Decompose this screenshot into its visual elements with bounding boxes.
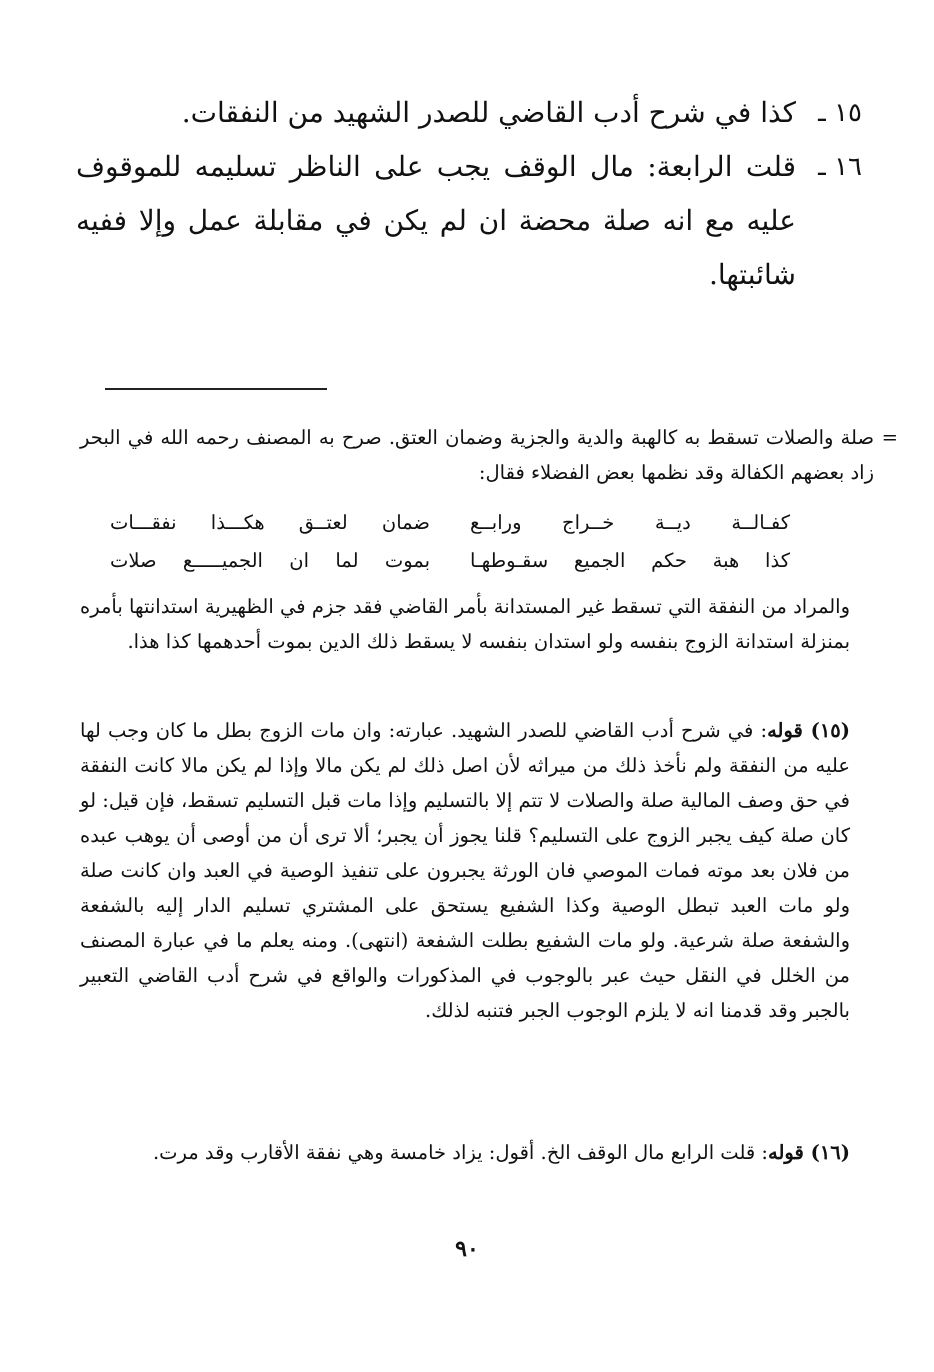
footnote-text: صلة والصلات تسقط به كالهبة والدية والجزية وضمان العتق. صرح به المصنف رحمه الله في البحر زاد بعضهم الكفالة وقد نظمها بعض الفضلاء فقال:: [80, 426, 874, 484]
poem-hemistich-right: كذا هبة حكم الجميع سقـوطهـا: [470, 549, 790, 572]
item-text: كذا في شرح أدب القاضي للصدر الشهيد من النفقات.: [181, 96, 796, 129]
poem-line: [110, 543, 790, 581]
item-number: ١٥ ـ: [818, 98, 862, 128]
poem-verses: [110, 505, 790, 581]
footnote-label: (١٥) قوله: [767, 719, 850, 742]
page-number: ٩٠: [455, 1236, 479, 1262]
poem-line: [110, 505, 790, 543]
poem-hemistich-right: كفـالــة ديــة خــراج ورابــع: [470, 511, 790, 534]
footnote-text: : قلت الرابع مال الوقف الخ. أقول: يزاد خامسة وهي نفقة الأقارب وقد مرت.: [152, 1141, 768, 1164]
poem-hemistich-left: بموت لما ان الجميـــــع صلات: [110, 549, 430, 572]
main-item-16: [76, 140, 862, 302]
poem-hemistich-left: ضمان لعتــق هكـــذا نفقـــات: [110, 511, 430, 534]
footnote-label: (١٦) قوله: [768, 1141, 850, 1164]
footnote-continuation: [80, 420, 898, 490]
item-number: ١٦ ـ: [818, 152, 862, 182]
footnote-text: : في شرح أدب القاضي للصدر الشهيد. عبارته: وان مات الزوج بطل ما كان وجب لها عليه من النفقة ولم نأخذ ذلك من ميراثه لأن اصل ذلك لم يكن مالا وإذا لم يكن مالا كانت النفقة في حق وصف المالية صلة والصلات لا تتم إلا بالتسليم وإذا مات قبل التسليم تسقط، فإن قيل: لو كان صلة كيف يجبر الزوج على التسليم؟ قلنا يجوز أن يجبر؛ ألا ترى أن من أوصى أن يوهب عبده من فلان بعد موته فمات الموصي فان الورثة يجبرون على تنفيذ الوصية في العبد وان كانت صلة ولو مات العبد تبطل الوصية وكذا الشفيع يستحق على المشتري تسليم الدار إليه بالشفعة والشفعة صلة شرعية. ولو مات الشفيع بطلت الشفعة (انتهى). ومنه يعلم ما في عبارة المصنف من الخلل في النقل حيث عبر بالوجوب في المذكورات والواقع في شرح أدب القاضي التعبير بالجبر وقد قدمنا انه لا يلزم الوجوب الجبر فتنبه لذلك.: [80, 719, 850, 1022]
main-item-15: [76, 86, 862, 140]
footnote-text: والمراد من النفقة التي تسقط غير المستدانة بأمر القاضي فقد جزم في الظهيرية استدانتها بأمره بمنزلة استدانة الزوج بنفسه ولو استدان بنفسه لا يسقط ذلك الدين بموت أحدهمها كذا هذا.: [80, 595, 850, 653]
footnote-15: [80, 713, 850, 1028]
continuation-marker: =: [881, 426, 898, 449]
item-text: قلت الرابعة: مال الوقف يجب على الناظر تسليمه للموقوف عليه مع انه صلة محضة ان لم يكن في مقابلة عمل وإلا ففيه شائبتها.: [76, 150, 796, 291]
footnote-paragraph: [80, 589, 850, 659]
footnote-separator: [105, 388, 327, 390]
footnote-16: [80, 1135, 850, 1170]
